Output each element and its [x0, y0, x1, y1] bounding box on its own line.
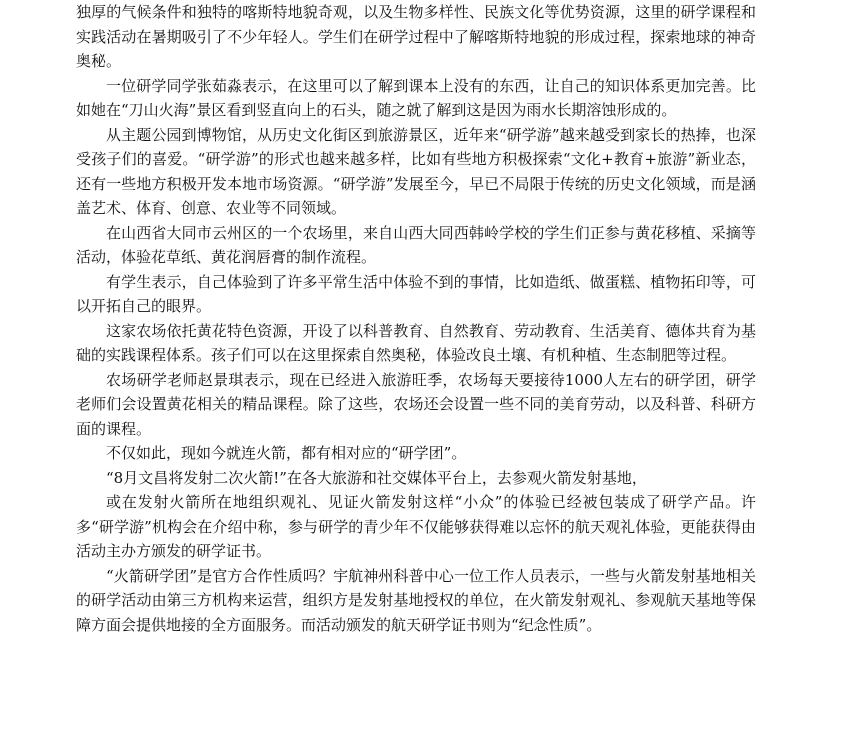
paragraph-5: 有学生表示，自己体验到了许多平常生活中体验不到的事情，比如造纸、做蛋糕、植物拓印等，可以开拓自己的眼界。 — [76, 272, 756, 315]
paragraph-11: “火箭研学团”是官方合作性质吗？宇航神州科普中心一位工作人员表示，一些与火箭发射基地相关的研学活动由第三方机构来运营，组织方是发射基地授权的单位，在火箭发射观礼、参观航天基地等保障方面会提供地接的全方面服务。而活动颁发的航天研学证书则为“纪念性质”。 — [76, 566, 756, 634]
paragraph-8: 不仅如此，现如今就连火箭，都有相对应的“研学团”。 — [106, 444, 467, 462]
paragraph-10: 或在发射火箭所在地组织观礼、见证火箭发射这样“小众”的体验已经被包装成了研学产品。许多“研学游”机构会在介绍中称，参与研学的青少年不仅能够获得难以忘怀的航天观礼体验，更能获得由活动主办方颁发的研学证书。 — [76, 493, 756, 560]
paragraph-6: 这家农场依托黄花特色资源，开设了以科普教育、自然教育、劳动教育、生活美育、德体共育为基础的实践课程体系。孩子们可以在这里探索自然奥秘，体验改良土壤、有机种植、生态制肥等过程。 — [76, 321, 756, 364]
paragraph-4: 在山西省大同市云州区的一个农场里，来自山西大同西韩岭学校的学生们正参与黄花移植、采摘等活动，体验花草纸、黄花润唇膏的制作流程。 — [76, 223, 756, 266]
paragraph-1: 独厚的气候条件和独特的喀斯特地貌奇观，以及生物多样性、民族文化等优势资源，这里的研学课程和实践活动在暑期吸引了不少年轻人。学生们在研学过程中了解喀斯特地貌的形成过程，探索地球的神奇奥秘。 — [76, 3, 756, 70]
article-body — [76, 0, 756, 637]
paragraph-7: 农场研学老师赵景琪表示，现在已经进入旅游旺季，农场每天要接待1000人左右的研学团，研学老师们会设置黄花相关的精品课程。除了这些，农场还会设置一些不同的美育劳动，以及科普、科研方面的课程。 — [76, 370, 756, 438]
paragraph-9: “8月文昌将发射二次火箭!”在各大旅游和社交媒体平台上，去参观火箭发射基地， — [106, 468, 647, 487]
paragraph-3: 从主题公园到博物馆，从历史文化街区到旅游景区，近年来“研学游”越来越受到家长的热捧，也深受孩子们的喜爱。“研学游”的形式也越来越多样，比如有些地方积极探索“文化+教育+旅游”新业态，还有一些地方积极开发本地市场资源。“研学游”发展至今，早已不局限于传统的历史文化领域，而是涵盖艺术、体育、创意、农业等不同领域。 — [76, 125, 756, 217]
paragraph-2: 一位研学同学张茹淼表示，在这里可以了解到课本上没有的东西，让自己的知识体系更加完善。比如她在“刀山火海”景区看到竖直向上的石头，随之就了解到这是因为雨水长期溶蚀形成的。 — [76, 76, 756, 119]
